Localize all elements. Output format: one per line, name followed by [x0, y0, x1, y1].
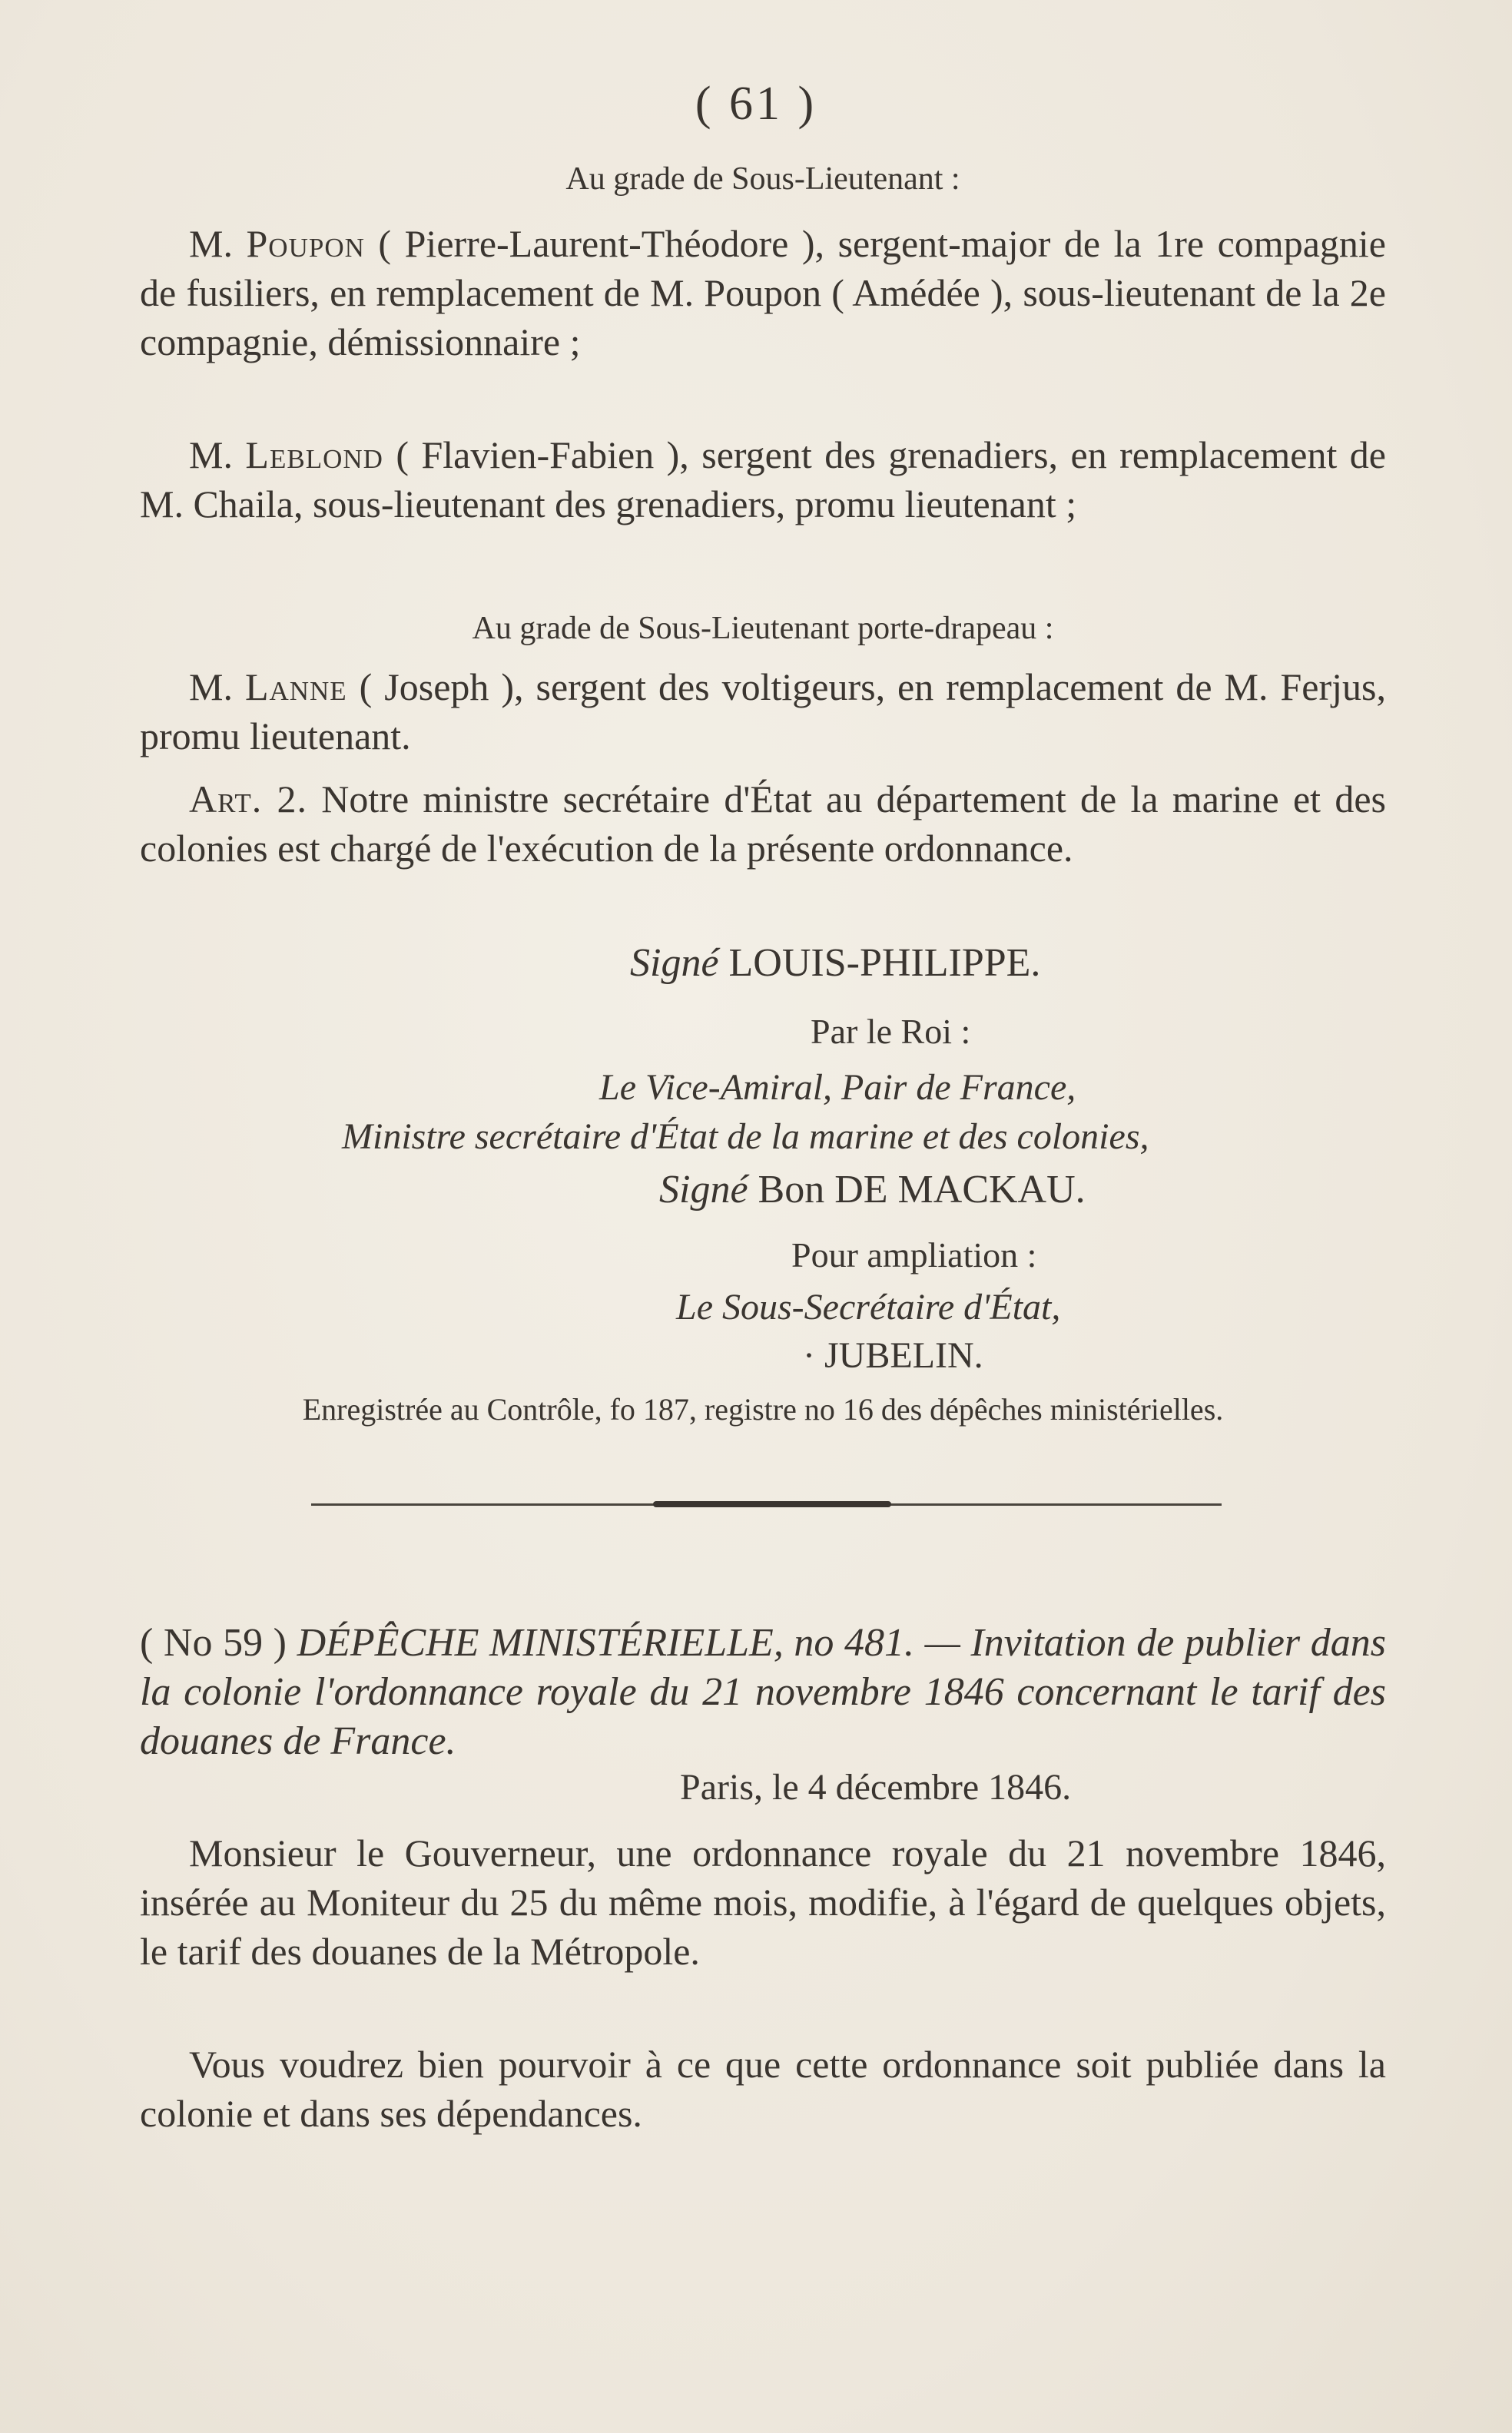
paragraph-leblond: [140, 430, 1386, 529]
paragraph-text: ( Joseph ), sergent des voltigeurs, en remplacement de M. Ferjus, promu lieutenant.: [140, 665, 1386, 757]
par-le-roi: Par le Roi :: [811, 1012, 971, 1051]
heading-porte-drapeau: Au grade de Sous-Lieutenant porte-drapeau :: [472, 611, 1054, 646]
paragraph-poupon: [140, 219, 1386, 366]
dispatch-paragraph-2: Vous voudrez bien pourvoir à ce que cette ordonnance soit publiée dans la colonie et dans ses dépendances.: [140, 2043, 1386, 2135]
signature-jubelin: · JUBELIN.: [803, 1335, 983, 1376]
separator-ornament: [653, 1501, 891, 1507]
prefix: M.: [189, 222, 247, 265]
paragraph-text: Notre ministre secrétaire d'État au département de la marine et des colonies est chargé de l'exécution de la présente ordonnance.: [140, 777, 1386, 870]
paragraph-text: ( Pierre-Laurent-Théodore ), sergent-major de la 1re compagnie de fusiliers, en remplacement de M. Poupon ( Amédée ), sous-lieutenant de la 2e compagnie, démissionnaire ;: [140, 222, 1386, 363]
dispatch-title: [140, 1619, 1386, 1766]
signature-king: [630, 939, 1321, 988]
ministre-line: Ministre secrétaire d'État de la marine et des colonies,: [342, 1116, 1149, 1157]
sous-secretaire-line: Le Sous-Secrétaire d'État,: [676, 1287, 1061, 1328]
signe-label: Signé: [630, 941, 719, 985]
signature-mackau: [659, 1165, 1351, 1215]
dispatch-paragraph-1: Monsieur le Gouverneur, une ordonnance royale du 21 novembre 1846, insérée au Moniteur du 25 du même mois, modifie, à l'égard de quelques objets, le tarif des douanes de la Métropole.: [140, 1831, 1386, 1973]
article-label: Art. 2.: [189, 777, 308, 820]
paragraph-lanne: [140, 662, 1386, 761]
pour-ampliation: Pour ampliation :: [791, 1235, 1037, 1275]
paragraph-article-2: [140, 774, 1386, 873]
dispatch-date: Paris, le 4 décembre 1846.: [680, 1767, 1072, 1808]
prefix: M.: [189, 433, 246, 476]
dispatch-title-text: DÉPÊCHE MINISTÉRIELLE, no 481. — Invitation de publier dans la colonie l'ordonnance royale du 21 novembre 1846 concernant le tarif des douanes de France.: [140, 1621, 1386, 1763]
signe-label: Signé: [659, 1168, 748, 1212]
person-name: Leblond: [245, 433, 383, 476]
vice-amiral-line: Le Vice-Amiral, Pair de France,: [599, 1067, 1076, 1108]
registration-note: Enregistrée au Contrôle, fo 187, registre no 16 des dépêches ministérielles.: [302, 1392, 1224, 1427]
signatory-name: Bon DE MACKAU.: [758, 1168, 1086, 1212]
person-name: Poupon: [246, 222, 365, 265]
signatory-name: LOUIS-PHILIPPE.: [728, 941, 1041, 985]
prefix: M.: [189, 665, 245, 708]
page-number: ( 61 ): [695, 78, 817, 130]
person-name: Lanne: [244, 665, 347, 708]
dispatch-number: ( No 59 ): [140, 1621, 287, 1665]
heading-sous-lieutenant: Au grade de Sous-Lieutenant :: [565, 161, 960, 197]
paragraph-text: ( Flavien-Fabien ), sergent des grenadiers, en remplacement de M. Chaila, sous-lieutenant des grenadiers, promu lieutenant ;: [140, 433, 1386, 525]
